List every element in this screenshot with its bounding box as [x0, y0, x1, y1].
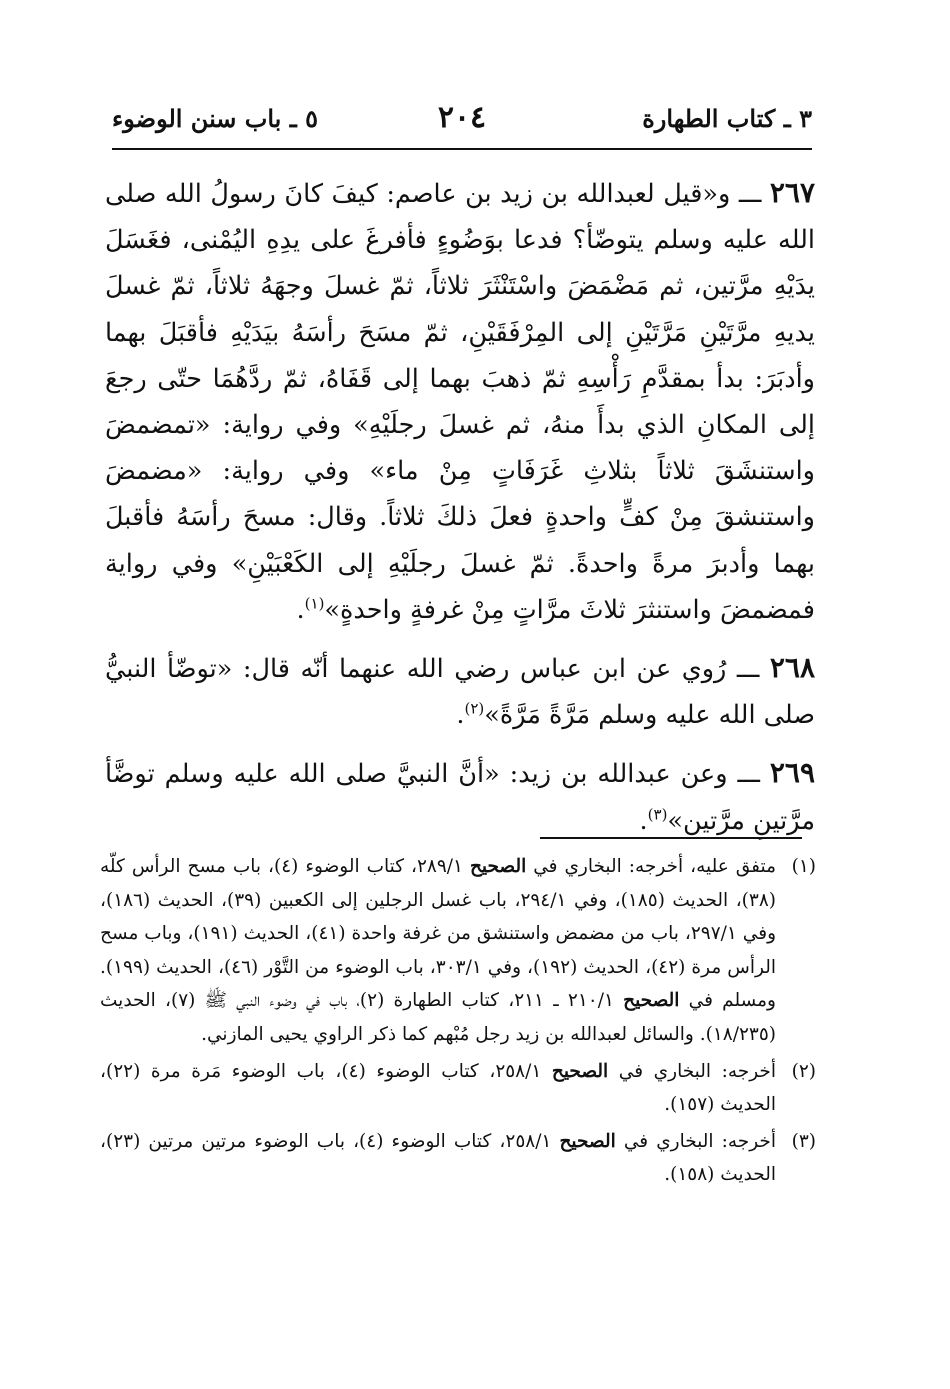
footnote-text: ٢٥٨/١، كتاب الوضوء (٤)، باب الوضوء مرتين مرتين (٢٣)، الحديث (١٥٨).	[100, 1130, 776, 1186]
footnote-separator	[540, 837, 802, 839]
footnote-mark: (٣)	[791, 1130, 816, 1152]
hadith-entry	[105, 170, 815, 633]
footnotes	[100, 850, 816, 1195]
hadith-entry	[105, 750, 815, 843]
hadith-text: ـــ و«قيل لعبدالله بن زيد بن عاصم: كيفَ كانَ رسولُ الله صلى الله عليه وسلم يتوضّأ؟ فدعا بوَضُوءٍ فأفرغَ على يدِهِ اليُمْنى، فغَسَلَ يدَيْهِ مرَّتين، ثم مَضْمَضَ واسْتَنْثَرَ ثلاثاً، ثمّ غسلَ وجهَهُ ثلاثاً، ثمّ غسلَ يديهِ مرَّتَيْنِ مَرَّتَيْنِ إلى المِرْفَقَيْنِ، ثمّ مسَحَ رأسَهُ بيَدَيْهِ فأقبَلَ بهما وأدبَرَ: بدأ بمقدَّمِ رَأْسِهِ ثمّ ذهبَ بهما إلى قَفَاهُ، ثمّ ردَّهُمَا حتّى رجعَ إلى المكانِ الذي بدأَ منهُ، ثم غسلَ رجلَيْهِ» وفي رواية: «تمضمضَ واستنشَقَ ثلاثاً بثلاثِ غَرَفَاتٍ مِنْ ماء» وفي رواية: «مضمضَ واستنشقَ مِنْ كفٍّ واحدةٍ فعلَ ذلكَ ثلاثاً. وقال: مسحَ رأسَهُ فأقبلَ بهما وأدبرَ مرةً واحدةً. ثمّ غسلَ رجلَيْهِ إلى الكَعْبَيْنِ» وفي رواية فمضمضَ واستنثرَ ثلاثَ مرَّاتٍ مِنْ غرفةٍ واحدةٍ»	[105, 179, 815, 625]
footnote	[100, 1055, 816, 1122]
footnote-text: ٢٥٨/١، كتاب الوضوء (٤)، باب الوضوء مَرة مرة (٢٢)، الحديث (١٥٧).	[100, 1060, 776, 1116]
hadith-end: .	[639, 805, 648, 836]
chapter-title: ٣ ـ كتاب الطهارة	[642, 104, 812, 133]
hadith-entry	[105, 645, 815, 738]
footnote	[100, 1125, 816, 1192]
footnote-text: متفق عليه، أخرجه: البخاري في	[526, 856, 776, 877]
section-title: ٥ ـ باب سنن الوضوء	[112, 104, 318, 133]
hadith-end: .	[296, 594, 305, 625]
hadith-text: ـــ رُوي عن ابن عباس رضي الله عنهما أنّه قال: «توضّأ النبيُّ صلى الله عليه وسلم مَرَّةً مَرَّةً»	[105, 654, 815, 731]
footnote-text: أخرجه: البخاري في	[615, 1130, 776, 1152]
footnote-ref: (٢)	[464, 699, 485, 718]
footnote-ref: (١)	[304, 594, 325, 613]
footnote-source-title: الصحيح	[623, 990, 680, 1012]
hadith-text: ـــ وعن عبدالله بن زيد: «أنَّ النبيَّ صلى الله عليه وسلم توضَّأ مرَّتينِ مرَّتين»	[105, 759, 815, 836]
footnote-source-title: الصحيح	[469, 856, 527, 877]
footnote-ref: (٣)	[647, 805, 668, 824]
hadith-number: ٢٦٧	[769, 176, 815, 209]
hadith-number: ٢٦٨	[769, 651, 815, 685]
footnote-source-title: الصحيح	[559, 1130, 616, 1152]
page-number: ٢٠٤	[437, 100, 487, 135]
footnote-text: أخرجه: البخاري في	[608, 1060, 776, 1082]
footnote	[100, 850, 816, 1052]
running-header	[112, 100, 812, 150]
hadith-end: .	[456, 700, 465, 731]
main-text	[105, 170, 815, 856]
footnote-mark: (١)	[791, 856, 816, 877]
hadith-number: ٢٦٩	[769, 756, 815, 790]
footnote-source-title: الصحيح	[551, 1060, 609, 1082]
footnote-text: ٢٨٩/١، كتاب الوضوء (٤)، باب مسح الرأس كلّه (٣٨)، الحديث (١٨٥)، وفي ٢٩٤/١، باب غسل الرجلين إلى الكعبين (٣٩)، الحديث (١٨٦)، وفي ٢٩٧/١، باب من مضمض واستنشق من غرفة واحدة (٤١)، الحديث (١٩١)، وباب مسح الرأس مرة (٤٢)، الحديث (١٩٢)، وفي ٣٠٣/١، باب الوضوء من التَّوْر (٤٦)، الحديث (١٩٩). ومسلم في	[100, 856, 777, 1012]
footnote-mark: (٢)	[791, 1060, 816, 1082]
footnote-text: ٢١٠/١ ـ ٢١١، كتاب الطهارة (٢)، باب في وضوء النبي ﷺ (٧)، الحديث (١٨/٢٣٥). والسائل لعبدالله بن زيد رجل مُبْهم كما ذكر الراوي يحيى المازني.	[100, 990, 776, 1045]
